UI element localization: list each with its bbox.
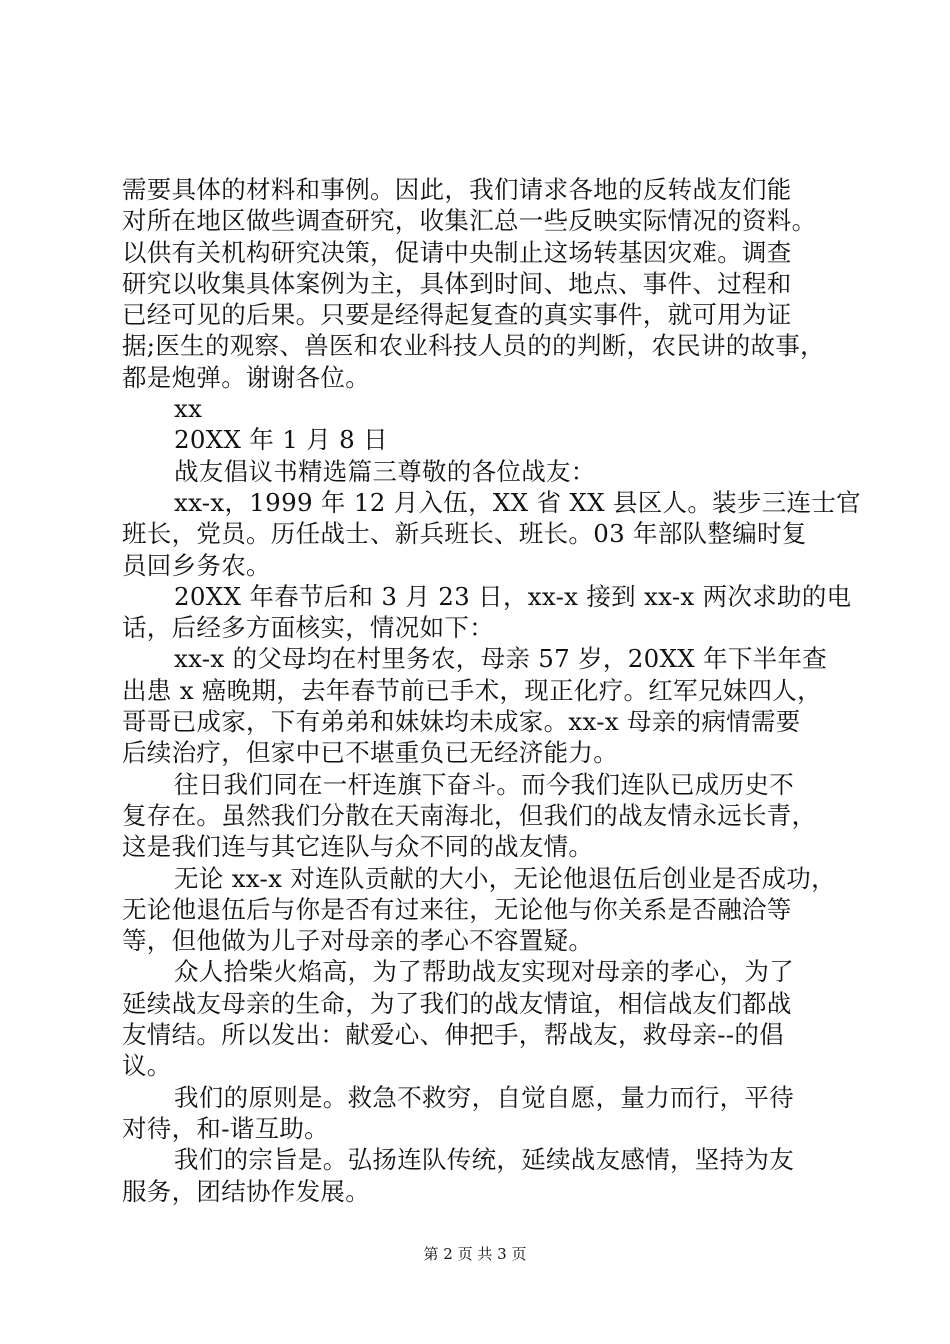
text-line: 众人拾柴火焰高，为了帮助战友实现对母亲的孝心，为了 [174, 957, 794, 987]
text-line: 友情结。所以发出：献爱心、伸把手，帮战友，救母亲--的倡 [122, 1020, 784, 1050]
text-line: 据;医生的观察、兽医和农业科技人员的的判断，农民讲的故事， [122, 331, 825, 361]
text-line: 无论他退伍后与你是否有过来往，无论他与你关系是否融洽等 [122, 894, 792, 924]
text-line: 我们的原则是。救急不救穷，自觉自愿，量力而行，平待 [174, 1082, 794, 1112]
text-line: 需要具体的材料和事例。因此，我们请求各地的反转战友们能 [122, 175, 792, 204]
text-line: 对待，和-谐互助。 [122, 1113, 329, 1143]
text-line: 以供有关机构研究决策，促请中央制止这场转基因灾难。调查 [122, 237, 792, 267]
document-body [122, 174, 861, 1207]
text-line: 议。 [122, 1051, 172, 1081]
text-line: 研究以收集具体案例为主，具体到时间、地点、事件、过程和 [122, 268, 792, 298]
text-line: 我们的宗旨是。弘扬连队传统，延续战友感情，坚持为友 [174, 1145, 794, 1175]
text-line: 对所在地区做些调查研究，收集汇总一些反映实际情况的资料。 [122, 206, 817, 236]
text-line: 往日我们同在一杆连旗下奋斗。而今我们连队已成历史不 [174, 769, 794, 799]
text-line: 20XX 年春节后和 3 月 23 日，xx-x 接到 xx-x 两次求助的电 [174, 581, 852, 611]
text-line: 已经可见的后果。只要是经得起复查的真实事件，就可用为证 [122, 300, 792, 330]
text-line: 出患 x 癌晚期，去年春节前已手术，现正化疗。红军兄妹四人， [122, 675, 822, 705]
text-line: 员回乡务农。 [122, 550, 271, 580]
signature-name: xx [174, 394, 203, 424]
text-line: 班长，党员。历任战士、新兵班长、班长。03 年部队整编时复 [122, 519, 807, 549]
text-line: 服务，团结协作发展。 [122, 1176, 370, 1206]
signature-date: 20XX 年 1 月 8 日 [174, 425, 388, 455]
text-line: xx-x 的父母均在村里务农，母亲 57 岁，20XX 年下半年查 [174, 644, 828, 674]
section-heading: 战友倡议书精选篇三尊敬的各位战友： [174, 456, 596, 486]
text-line: 延续战友母亲的生命，为了我们的战友情谊，相信战友们都战 [122, 988, 792, 1018]
text-line: 这是我们连与其它连队与众不同的战友情。 [122, 832, 594, 862]
text-line: 话，后经多方面核实，情况如下： [122, 613, 494, 643]
text-line: 哥哥已成家，下有弟弟和妹妹均未成家。xx-x 母亲的病情需要 [122, 707, 801, 737]
text-line: 后续治疗，但家中已不堪重负已无经济能力。 [122, 738, 618, 768]
text-line: 等，但他做为儿子对母亲的孝心不容置疑。 [122, 926, 594, 956]
page-number-footer: 第 2 页 共 3 页 [423, 1245, 527, 1263]
text-line: 无论 xx-x 对连队贡献的大小，无论他退伍后创业是否成功， [174, 863, 836, 893]
text-line: 都是炮弹。谢谢各位。 [122, 362, 370, 392]
text-line: 复存在。虽然我们分散在天南海北，但我们的战友情永远长青， [122, 800, 817, 830]
text-line: xx-x，1999 年 12 月入伍，XX 省 XX 县区人。装步三连士官 [174, 487, 861, 517]
